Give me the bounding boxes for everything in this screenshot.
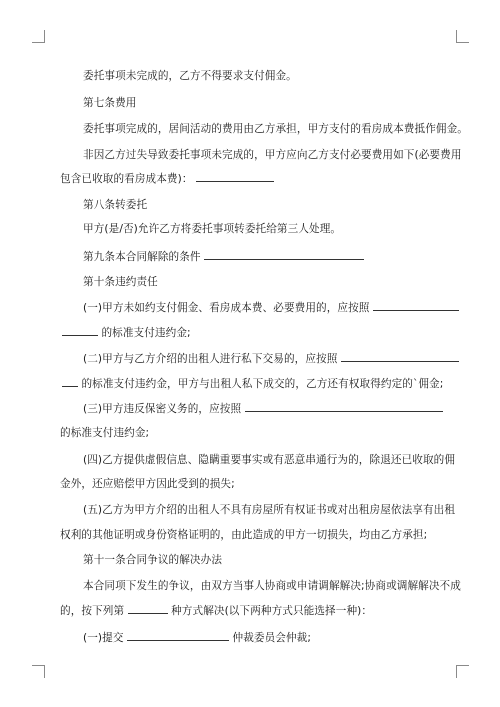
paragraph-line — [83, 147, 462, 163]
crop-mark-bottom-left — [32, 665, 45, 678]
paragraph-line — [83, 400, 443, 416]
line-text: (三)甲方违反保密义务的，应按照 — [83, 403, 242, 415]
heading-text: 第十一条合同争议的解决办法 — [83, 554, 223, 566]
line-text: 委托事项未完成的，乙方不得要求支付佣金。 — [83, 70, 297, 82]
paragraph-line — [83, 299, 459, 315]
paragraph-line — [83, 121, 468, 137]
fill-in-blank — [62, 324, 98, 336]
fill-in-blank — [373, 299, 459, 311]
fill-in-blank — [204, 248, 364, 260]
paragraph-line — [60, 170, 274, 186]
fill-in-blank — [245, 400, 443, 412]
line-text: 甲方(是/否)允许乙方将委托事项转委托给第三人处理。 — [83, 223, 342, 235]
line-text: (五)乙方为甲方介绍的出租人不具有房屋所有权证书或对出租房屋依法享有出租 — [83, 504, 456, 516]
fill-in-blank — [341, 350, 459, 362]
fill-in-blank — [62, 375, 78, 387]
line-text: (一)甲方未如约支付佣金、看房成本费、必要费用的，应按照 — [83, 302, 370, 314]
section-heading — [83, 95, 136, 111]
crop-mark-bottom-right — [456, 665, 469, 678]
paragraph-line — [60, 602, 372, 618]
line-text: 的标准支付违约金; — [101, 327, 191, 339]
heading-text: 第八条转委托 — [83, 199, 148, 211]
line-text: 非因乙方过失导致委托事项未完成的，甲方应向乙方支付必要费用如下(必要费用 — [83, 149, 462, 161]
fill-in-blank — [127, 629, 229, 641]
paragraph-line — [83, 221, 341, 237]
line-text: 的标准支付违约金，甲方与出租人私下成交的，乙方还有权取得约定的`佣金; — [81, 378, 444, 390]
paragraph-line — [62, 324, 191, 340]
paragraph-line — [60, 527, 427, 543]
fill-in-blank — [128, 602, 168, 614]
heading-text: 第九条本合同解除的条件 — [83, 251, 201, 263]
paragraph-line — [83, 629, 311, 645]
paragraph-line — [83, 578, 461, 594]
line-text: (一)提交 — [83, 632, 124, 644]
section-heading — [83, 248, 364, 264]
line-text: 仲裁委员会仲裁; — [232, 632, 312, 644]
paragraph-line — [83, 68, 297, 84]
line-text: (二)甲方与乙方介绍的出租人进行私下交易的，应按照 — [83, 353, 338, 365]
section-heading — [83, 197, 147, 213]
paragraph-line — [83, 350, 459, 366]
line-text: 本合同项下发生的争议，由双方当事人协商或申请调解解决;协商或调解解决不成 — [83, 580, 461, 592]
line-text: 的，按下列第 — [60, 605, 125, 617]
line-text: 包含已收取的看房成本费)： — [60, 173, 193, 185]
paragraph-line — [62, 375, 443, 391]
crop-mark-top-left — [32, 30, 45, 43]
fill-in-blank — [196, 170, 274, 182]
paragraph-line — [83, 452, 455, 468]
section-heading — [83, 552, 222, 568]
line-text: 金外，还应赔偿甲方因此受到的损失; — [60, 478, 235, 490]
heading-text: 第十条违约责任 — [83, 276, 158, 288]
line-text: 的标准支付违约金; — [60, 427, 150, 439]
paragraph-line — [60, 476, 235, 492]
paragraph-line — [83, 502, 455, 518]
line-text: 权利的其他证明或身份资格证明的，由此造成的甲方一切损失，均由乙方承担; — [60, 529, 428, 541]
line-text: 种方式解决(以下两种方式只能选择一种)： — [171, 605, 373, 617]
line-text: 委托事项完成的，居间活动的费用由乙方承担，甲方支付的看房成本费抵作佣金。 — [83, 123, 468, 135]
line-text: (四)乙方提供虚假信息、隐瞒重要事实或有恶意串通行为的，除退还已收取的佣 — [83, 454, 456, 466]
crop-mark-top-right — [456, 30, 469, 43]
heading-text: 第七条费用 — [83, 97, 137, 109]
paragraph-line — [60, 425, 149, 441]
section-heading — [83, 274, 158, 290]
